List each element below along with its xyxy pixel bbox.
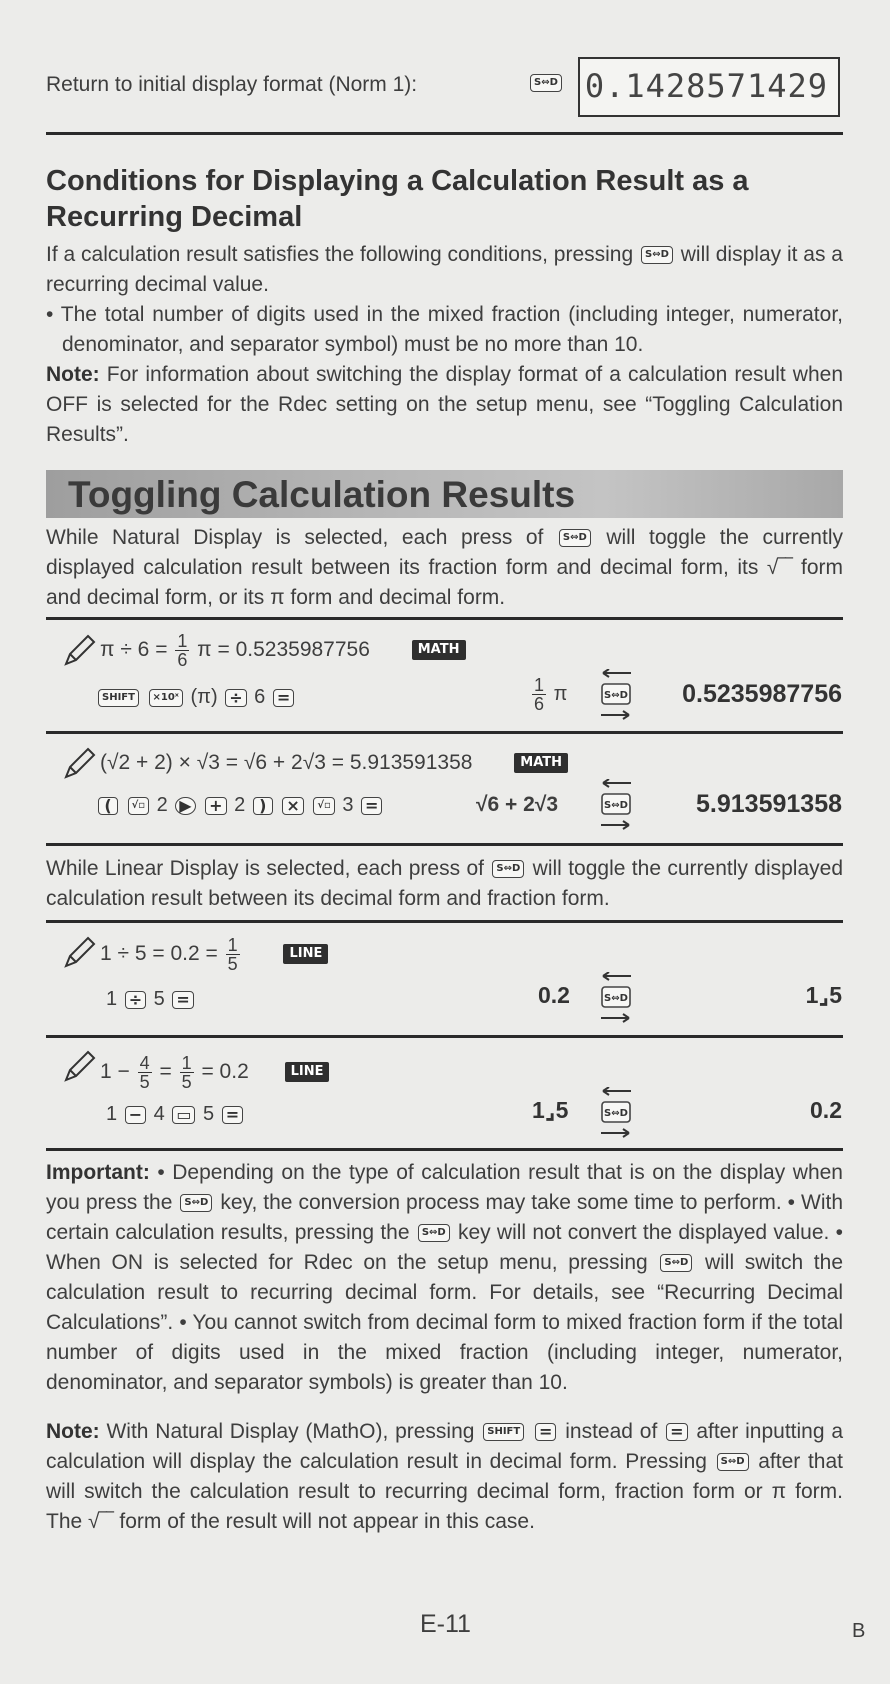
plus-key: + xyxy=(205,797,226,815)
ex2-equation xyxy=(100,745,568,781)
ex1-eq-b: π = 0.5235987756 xyxy=(197,638,370,661)
right-arrow-key: ▶ xyxy=(175,797,195,815)
shift-key: SHIFT xyxy=(98,689,139,707)
digit-4: 4 xyxy=(153,1103,165,1125)
important-t3: key will not convert the displayed value. • When ON is selected for Rdec on the setup menu, pressing xyxy=(46,1221,843,1274)
s-d-key: S⇔D xyxy=(660,1254,692,1272)
ex1-res-num: 1 xyxy=(534,675,545,695)
page-number: E-11 xyxy=(420,1610,471,1638)
divide-key: ÷ xyxy=(125,991,146,1009)
ex4-d1: 5 xyxy=(139,1071,150,1092)
minus-key: − xyxy=(125,1106,146,1124)
note2-t4: after that will switch the calculation result to recurring decimal form, fraction form or π form. The xyxy=(46,1450,843,1533)
ex2-result-decimal: 5.913591358 xyxy=(696,790,842,818)
ex1-equation xyxy=(100,630,466,670)
line-mode-badge: LINE xyxy=(283,944,328,964)
fraction-key: ▭ xyxy=(172,1106,195,1124)
linear-intro xyxy=(46,854,843,914)
ex3-keys xyxy=(106,984,196,1014)
note-text: For information about switching the display format of a calculation result when OFF is selected for the Rdec setting on the setup menu, see “Toggling Calculation Results”. xyxy=(46,363,844,446)
ex4-result-a: 1⌟5 xyxy=(532,1097,569,1123)
toggle-arrows-icon xyxy=(597,1087,635,1139)
norm-label-text: Return to initial display format (Norm 1): xyxy=(46,73,418,96)
ex1-result-form xyxy=(530,676,567,713)
norm-label xyxy=(46,70,417,100)
toggle-arrows-icon xyxy=(597,779,635,831)
equals-key: = xyxy=(273,689,294,707)
ex2-eq: (√2 + 2) × √3 = √6 + 2√3 = 5.913591358 xyxy=(100,751,473,774)
s-d-key: S⇔D xyxy=(180,1194,212,1212)
open-paren-key: ( xyxy=(98,797,118,815)
sqrt-icon: √‾‾ xyxy=(88,1510,114,1533)
divider xyxy=(46,731,843,734)
ex1-den: 6 xyxy=(177,649,188,670)
ex1-result-fraction xyxy=(532,676,546,713)
svg-text:S⇔D: S⇔D xyxy=(604,690,628,701)
digit-2: 2 xyxy=(156,794,168,816)
pencil-icon xyxy=(60,1046,100,1086)
x10-key: ×10ˣ xyxy=(149,689,183,707)
ex4-result-b: 0.2 xyxy=(810,1097,842,1123)
lcd-display xyxy=(578,57,840,117)
toggling-heading: Toggling Calculation Results xyxy=(68,474,576,515)
svg-text:S⇔D: S⇔D xyxy=(604,1108,628,1119)
digit-6: 6 xyxy=(254,686,266,708)
divider xyxy=(46,843,843,846)
ex1-num: 1 xyxy=(177,630,188,651)
ex4-fraction-1 xyxy=(138,1054,152,1091)
corner-mark: B xyxy=(852,1620,866,1642)
important-t2: key, the conversion process may take some time to perform. • With certain calculation results, pressing the xyxy=(46,1191,844,1244)
sqrt-key: √▫ xyxy=(128,797,149,815)
conditions-heading-line2: Recurring Decimal xyxy=(46,201,303,233)
digit-2: 2 xyxy=(234,794,246,816)
ex4-equation xyxy=(100,1050,329,1094)
equals-key: = xyxy=(361,797,382,815)
times-key: × xyxy=(282,797,303,815)
linear-intro-b: will toggle the currently displayed calculation result between its decimal form and fraction form. xyxy=(46,857,844,910)
pencil-icon xyxy=(60,743,100,783)
note2-t1: With Natural Display (MathO), pressing xyxy=(106,1420,475,1443)
important-t4: will switch the calculation result to recurring decimal form. For details, see “Recurring Decimal Calculations”. • You cannot switch from decimal form to mixed fraction form if the total number of digits used in the mixed fraction (including integer, numerator, denominator, and separator symbols) is greater than 10. xyxy=(46,1251,844,1394)
s-d-key: S⇔D xyxy=(559,529,591,547)
conditions-note xyxy=(46,360,843,450)
note2-label: Note: xyxy=(46,1420,100,1443)
ex1-keys xyxy=(96,682,296,712)
ex3-eq-a: 1 ÷ 5 = 0.2 = xyxy=(100,942,218,965)
conditions-heading-line1: Conditions for Displaying a Calculation Result as a xyxy=(46,165,749,197)
shift-key: SHIFT xyxy=(483,1423,524,1441)
ex4-n1: 4 xyxy=(139,1052,150,1073)
note2-t2: instead of xyxy=(565,1420,658,1443)
conditions-paragraph xyxy=(46,240,843,300)
ex3-num: 1 xyxy=(227,934,238,955)
divider xyxy=(46,617,843,620)
note2-t5: form of the result will not appear in this case. xyxy=(119,1510,535,1533)
sqrt-icon: √‾‾ xyxy=(766,556,793,579)
divide-key: ÷ xyxy=(225,689,246,707)
s-d-key: S⇔D xyxy=(641,246,673,264)
ex4-eq-b: = 0.2 xyxy=(201,1060,249,1083)
important-paragraph xyxy=(46,1158,843,1398)
s-d-key: S⇔D xyxy=(418,1224,450,1242)
note-label: Note: xyxy=(46,363,100,386)
important-label: Important: xyxy=(46,1161,150,1184)
important-t1: • Depending on the type of calculation result that is on the display when you press the xyxy=(46,1161,843,1214)
conditions-p1a: If a calculation result satisfies the following conditions, pressing xyxy=(46,243,634,266)
ex4-eq-a: 1 − xyxy=(100,1060,130,1083)
sqrt-key: √▫ xyxy=(313,797,334,815)
digit-1: 1 xyxy=(106,1103,118,1125)
equals-key: = xyxy=(666,1423,687,1441)
ex3-result-b: 1⌟5 xyxy=(805,982,842,1008)
ex4-fraction-2 xyxy=(180,1054,194,1091)
toggle-arrows-icon xyxy=(597,972,635,1024)
ex1-result-decimal: 0.5235987756 xyxy=(682,680,842,708)
conditions-bullet: • The total number of digits used in the mixed fraction (including integer, numerator, denominator, and separator symbol) must be no more than 10. xyxy=(46,303,843,356)
pi-label: (π) xyxy=(190,686,218,708)
ex4-eq-mid: = xyxy=(159,1060,172,1083)
svg-text:S⇔D: S⇔D xyxy=(604,800,628,811)
divider xyxy=(46,132,843,135)
math-mode-badge: MATH xyxy=(412,640,466,660)
toggle-arrows-icon xyxy=(597,669,635,721)
digit-3: 3 xyxy=(342,794,354,816)
ex3-den: 5 xyxy=(227,953,238,974)
conditions-p1b: will display it as a recurring decimal value. xyxy=(46,243,843,296)
ex4-keys xyxy=(106,1099,245,1129)
digit-1: 1 xyxy=(106,988,118,1010)
ex1-fraction xyxy=(175,632,189,669)
linear-intro-a: While Linear Display is selected, each press of xyxy=(46,857,484,880)
equals-key: = xyxy=(172,991,193,1009)
note2-paragraph xyxy=(46,1417,843,1537)
toggling-intro-b: will toggle the currently displayed calculation result between its fraction form and decimal form, its xyxy=(46,526,843,579)
divider xyxy=(46,920,843,923)
note2-t3: after inputting a calculation will display the calculation result in decimal form. Pressing xyxy=(46,1420,844,1473)
divider xyxy=(46,1035,843,1038)
pencil-icon xyxy=(60,932,100,972)
s-d-key: S⇔D xyxy=(717,1453,749,1471)
math-mode-badge: MATH xyxy=(514,753,568,773)
conditions-heading xyxy=(46,163,846,235)
equals-key: = xyxy=(535,1423,556,1441)
ex3-equation xyxy=(100,932,328,976)
ex1-res-den: 6 xyxy=(534,694,545,714)
ex2-result-form: √6 + 2√3 xyxy=(476,793,559,816)
s-d-key: S⇔D xyxy=(530,74,562,92)
close-paren-key: ) xyxy=(253,797,273,815)
ex1-res-pi: π xyxy=(553,682,568,705)
ex4-n2: 1 xyxy=(181,1052,192,1073)
lcd-value: 0.1428571429 xyxy=(584,67,828,105)
s-d-key: S⇔D xyxy=(492,860,524,878)
digit-5: 5 xyxy=(153,988,165,1010)
equals-key: = xyxy=(222,1106,243,1124)
toggling-intro-a: While Natural Display is selected, each press of xyxy=(46,526,544,549)
ex1-eq-a: π ÷ 6 = xyxy=(100,638,168,661)
pencil-icon xyxy=(60,630,100,670)
toggling-intro-c: form and decimal form, or its π form and decimal form. xyxy=(46,556,843,609)
ex4-d2: 5 xyxy=(181,1071,192,1092)
divider xyxy=(46,1148,843,1151)
toggling-intro xyxy=(46,523,843,613)
ex3-result-a: 0.2 xyxy=(538,982,570,1008)
digit-5: 5 xyxy=(203,1103,215,1125)
svg-text:S⇔D: S⇔D xyxy=(604,993,628,1004)
ex2-keys xyxy=(96,790,384,820)
ex3-fraction xyxy=(226,936,240,973)
line-mode-badge: LINE xyxy=(285,1062,330,1082)
